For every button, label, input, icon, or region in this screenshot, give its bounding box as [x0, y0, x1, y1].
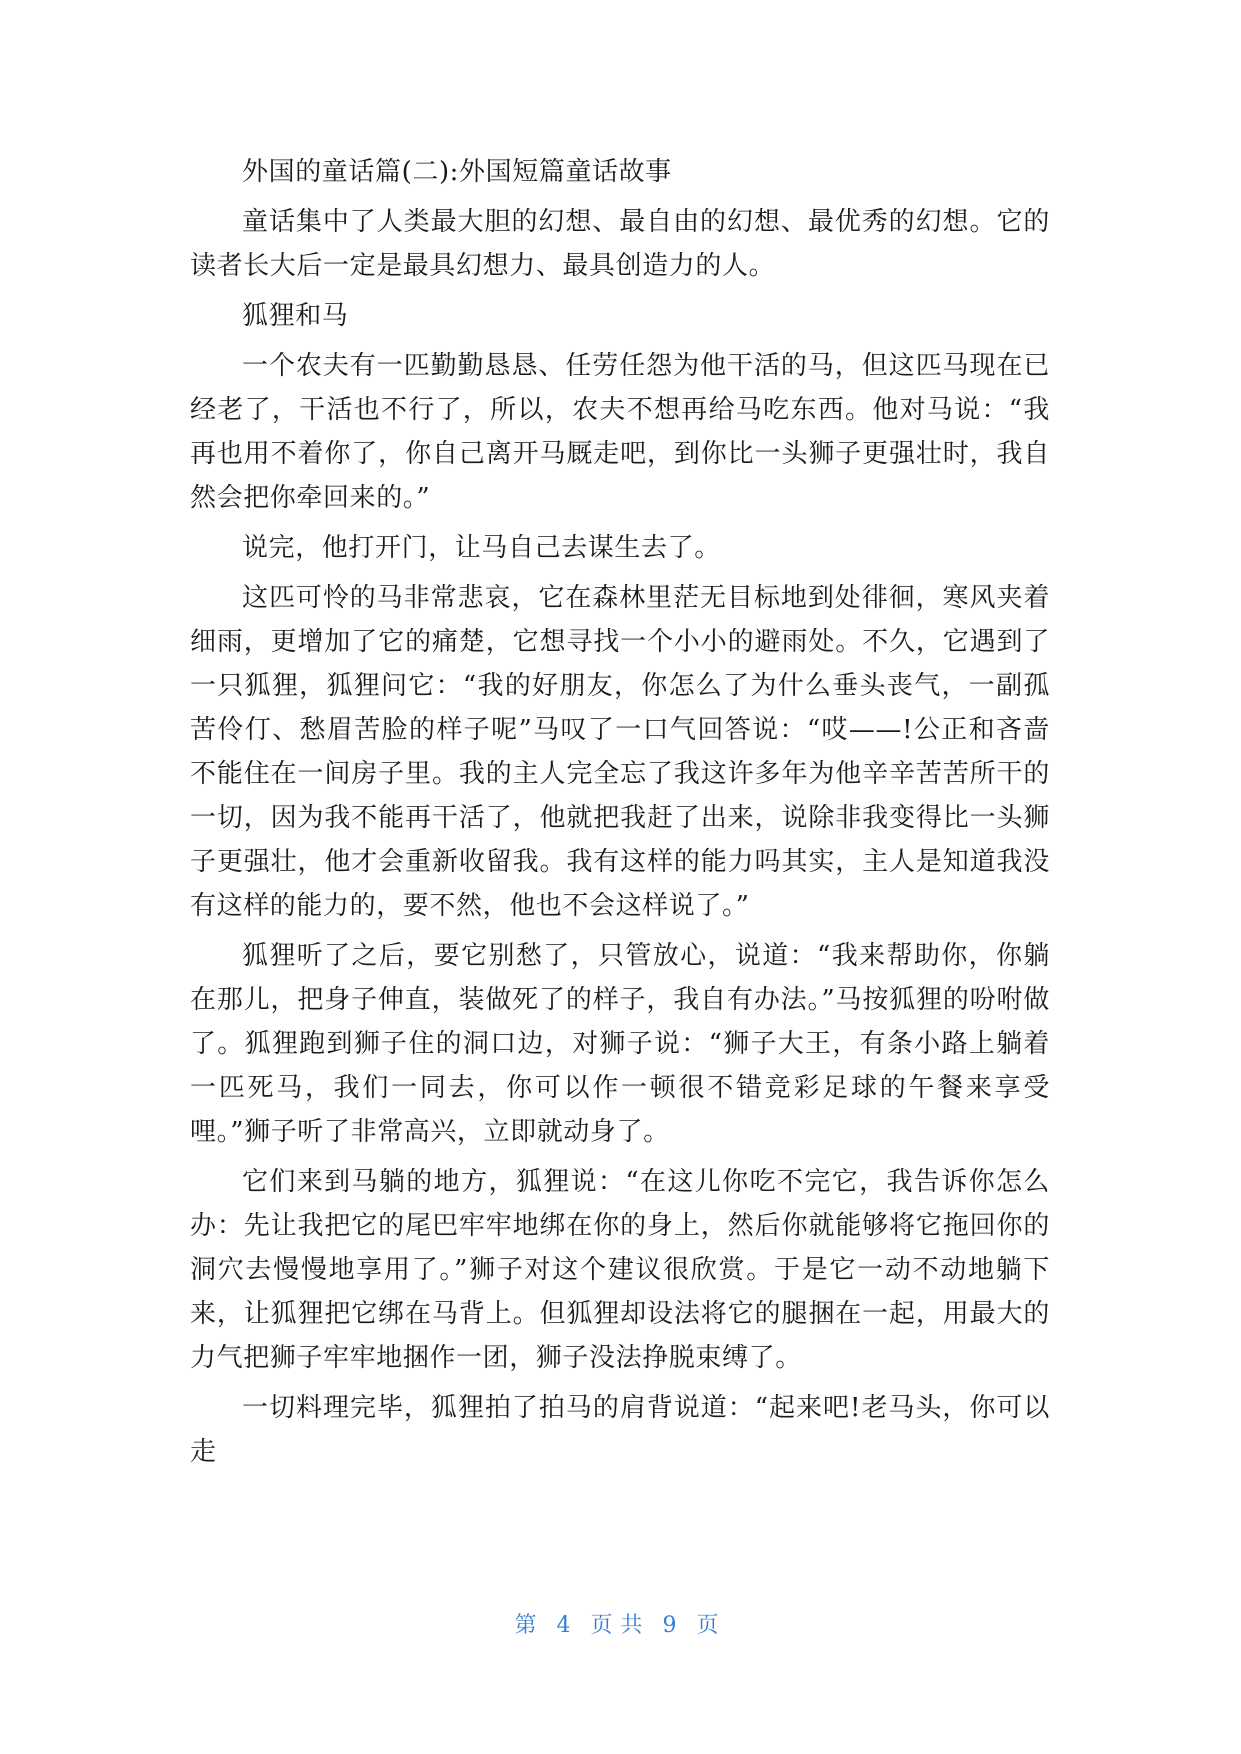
- body-paragraph: 狐狸听了之后，要它别愁了，只管放心，说道：“我来帮助你，你躺在那儿，把身子伸直，装做死了的样子，我自有办法。”马按狐狸的吩咐做了。狐狸跑到狮子住的洞口边，对狮子说：“狮子大王，有条小路上躺着一匹死马，我们一同去，你可以作一顿很不错竞彩足球的午餐来享受哩。”狮子听了非常高兴，立即就动身了。: [190, 941, 1050, 1147]
- footer-middle: 页共: [590, 1613, 651, 1638]
- body-paragraph: 一切料理完毕，狐狸拍了拍马的肩背说道：“起来吧!老马头，你可以走: [190, 1393, 1050, 1467]
- footer-prefix: 第: [514, 1613, 545, 1638]
- body-paragraph: 说完，他打开门，让马自己去谋生去了。: [242, 533, 721, 563]
- body-paragraph: 它们来到马躺的地方，狐狸说：“在这儿你吃不完它，我告诉你怎么办：先让我把它的尾巴牢牢地绑在你的身上，然后你就能够将它拖回你的洞穴去慢慢地享用了。”狮子对这个建议很欣赏。于是它一动不动地躺下来，让狐狸把它绑在马背上。但狐狸却设法将它的腿捆在一起，用最大的力气把狮子牢牢地捆作一团，狮子没法挣脱束缚了。: [190, 1167, 1050, 1373]
- document-body: [190, 150, 1050, 1480]
- footer-current-page: 4: [556, 1613, 579, 1638]
- story-title: 狐狸和马: [242, 301, 349, 331]
- body-paragraph: 这匹可怜的马非常悲哀，它在森林里茫无目标地到处徘徊，寒风夹着细雨，更增加了它的痛楚，它想寻找一个小小的避雨处。不久，它遇到了一只狐狸，狐狸问它：“我的好朋友，你怎么了为什么垂头丧气，一副孤苦伶仃、愁眉苦脸的样子呢”马叹了一口气回答说：“哎——!公正和吝啬不能住在一间房子里。我的主人完全忘了我这许多年为他辛辛苦苦所干的一切，因为我不能再干活了，他就把我赶了出来，说除非我变得比一头狮子更强壮，他才会重新收留我。我有这样的能力吗其实，主人是知道我没有这样的能力的，要不然，他也不会这样说了。”: [190, 583, 1050, 921]
- section-heading: 外国的童话篇(二):外国短篇童话故事: [242, 157, 672, 187]
- footer-total-pages: 9: [662, 1613, 685, 1638]
- footer-suffix: 页: [696, 1613, 727, 1638]
- intro-paragraph: 童话集中了人类最大胆的幻想、最自由的幻想、最优秀的幻想。它的读者长大后一定是最具幻想力、最具创造力的人。: [190, 207, 1050, 281]
- page-number-footer: [0, 1608, 1241, 1639]
- body-paragraph: 一个农夫有一匹勤勤恳恳、任劳任怨为他干活的马，但这匹马现在已经老了，干活也不行了，所以，农夫不想再给马吃东西。他对马说：“我再也用不着你了，你自己离开马厩走吧，到你比一头狮子更强壮时，我自然会把你牵回来的。”: [190, 351, 1050, 513]
